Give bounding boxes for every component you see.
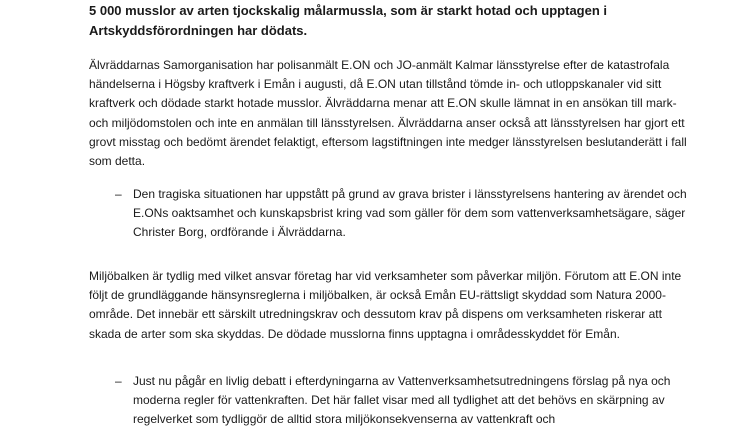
debate-text: Just nu pågår en livlig debatt i efterdyningarna av Vattenverksamhetsutredningens förslag på nya och moderna regler för vattenkraften. Det här fallet visar med all tydlighet att det behövs en skärpning av regelverket som tydliggör de alltid stora miljökonsekvenserna av vattenkraft och	[133, 374, 671, 427]
quote-text: Den tragiska situationen har uppstått på grund av grava brister i länsstyrelsens hantering av ärendet och E.ONs oaktsamhet och kunskapsbrist kring vad som gäller för dem som vattenverksamhetsägare, säger Christer Borg, ordförande i Älvräddarna.	[133, 187, 687, 240]
bullet-dash: –	[115, 187, 122, 201]
paragraph-miljobalken: Miljöbalken är tydlig med vilket ansvar företag har vid verksamheter som påverkar miljön. Förutom att E.ON inte följt de grundläggande hänsynsreglerna i miljöbalken, är också Emån EU-rättsligt skyddad som Natura 2000-område. Det innebär ett särskilt utredningskrav och dessutom krav på dispens om verksamheten riskerar att skada de arter som ska skyddas. De dödade musslorna finns upptagna i områdesskyddet för Emån.	[89, 269, 682, 341]
paragraph-intro: Älvräddarnas Samorganisation har polisanmält E.ON och JO-anmält Kalmar länsstyrelse efter de katastrofala händelserna i Högsby kraftverk i Emån i augusti, då E.ON utan tillstånd tömde in- och utloppskanaler vid sitt kraftverk och dödade starkt hotade musslor. Älvräddarna menar att E.ON skulle lämnat in en ansökan till mark- och miljödomstolen och inte en anmälan till länsstyrelsen. Älvräddarna anser också att länsstyrelsen har gjort ett grovt misstag och bedömt ärendet felaktigt, eftersom lagstiftningen inte medger länsstyrelsen beslutanderätt i fall som detta.	[89, 58, 687, 169]
bullet-dash: –	[115, 374, 122, 388]
document-heading: 5 000 musslor av arten tjockskalig målarmussla, som är starkt hotad och upptagen i Artskyddsförordningen har dödats.	[89, 3, 608, 38]
